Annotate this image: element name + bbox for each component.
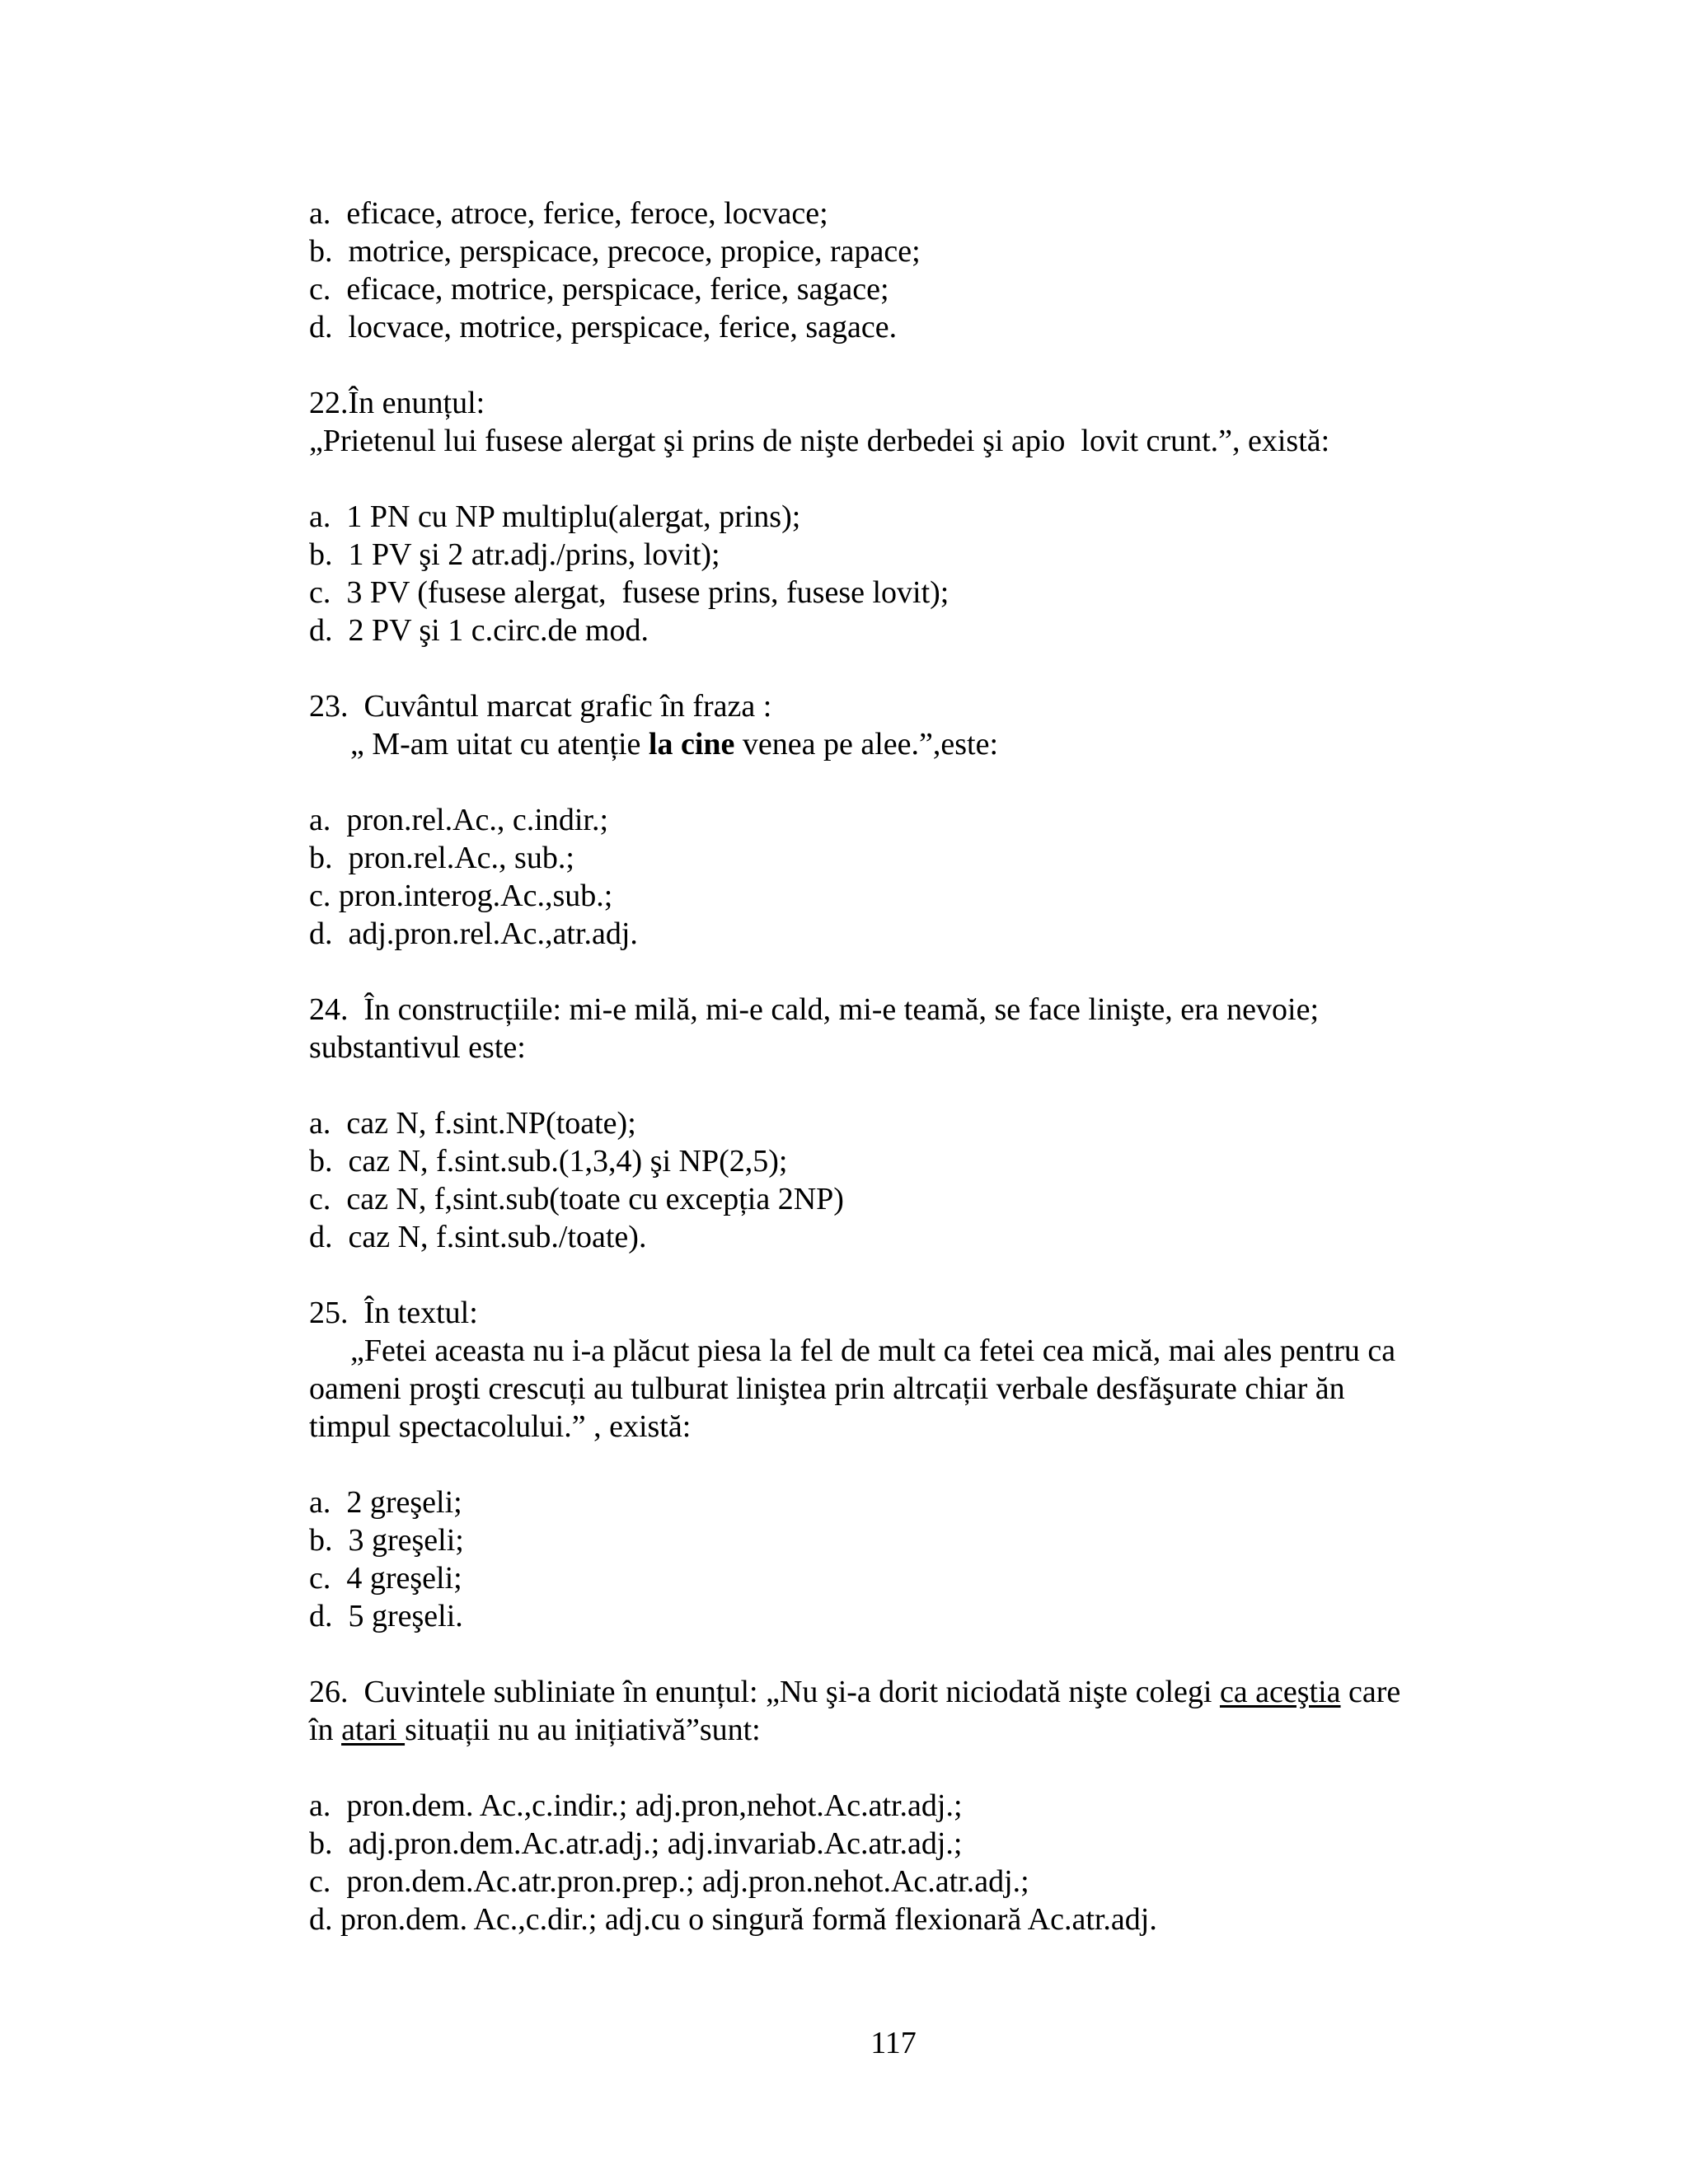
q26-line1-post: care (1340, 1675, 1401, 1709)
q22-title: 22.În enunțul: (309, 386, 485, 420)
q22-sentence: „Prietenul lui fusese alergat şi prins de nişte derbedei şi apio lovit crunt.”, există: (309, 424, 1330, 458)
q21-option-d: d. locvace, motrice, perspicace, ferice, sagace. (309, 310, 898, 344)
q22-option-a: a. 1 PN cu NP multiplu(alergat, prins); (309, 499, 801, 534)
q26-title-line-2 (309, 1711, 1463, 1749)
q25-option-c: c. 4 greşeli; (309, 1561, 462, 1596)
q24-option-b: b. caz N, f.sint.sub.(1,3,4) şi NP(2,5); (309, 1144, 788, 1179)
q26-option-c: c. pron.dem.Ac.atr.pron.prep.; adj.pron.nehot.Ac.atr.adj.; (309, 1864, 1029, 1899)
q24-title-line-2: substantivul este: (309, 1030, 526, 1065)
q26-option-d: d. pron.dem. Ac.,c.dir.; adj.cu o singură formă flexionară Ac.atr.adj. (309, 1902, 1157, 1937)
q25-text-line-2: oameni proşti crescuți au tulburat liniştea prin altrcații verbale desfăşurate chiar ăn (309, 1371, 1345, 1406)
q23-title: 23. Cuvântul marcat grafic în fraza : (309, 689, 772, 724)
q26-line2-pre: în (309, 1713, 342, 1747)
q22-option-c: c. 3 PV (fusese alergat, fusese prins, fusese lovit); (309, 575, 950, 610)
q26-underlined-1: ca aceştia (1219, 1675, 1341, 1709)
q22-options (309, 498, 1463, 649)
q23-sentence (309, 725, 1463, 763)
q23-options (309, 801, 1463, 953)
q25-options (309, 1483, 1463, 1635)
q22-option-b: b. 1 PV şi 2 atr.adj./prins, lovit); (309, 537, 720, 572)
q21-options (309, 194, 1463, 346)
q26-options (309, 1787, 1463, 1938)
q25-option-a: a. 2 greşeli; (309, 1485, 462, 1520)
q21-option-a: a. eficace, atroce, ferice, feroce, locvace; (309, 196, 828, 231)
q26-line1-pre: 26. Cuvintele subliniate în enunțul: „Nu şi-a dorit niciodată nişte colegi (309, 1675, 1220, 1709)
q25-title: 25. În textul: (309, 1296, 478, 1330)
q26-underlined-2: atari (341, 1713, 406, 1747)
q23-marked-word: la cine (648, 727, 735, 762)
q24-option-d: d. caz N, f.sint.sub./toate). (309, 1220, 647, 1254)
q23-sentence-post: venea pe alee.”,este: (734, 727, 999, 762)
q21-option-b: b. motrice, perspicace, precoce, propice, rapace; (309, 234, 921, 269)
q23-option-b: b. pron.rel.Ac., sub.; (309, 841, 574, 875)
q26-option-b: b. adj.pron.dem.Ac.atr.adj.; adj.invariab.Ac.atr.adj.; (309, 1826, 963, 1861)
q25-option-d: d. 5 greşeli. (309, 1599, 463, 1633)
q26-title-line-1 (309, 1673, 1463, 1711)
q24-option-a: a. caz N, f.sint.NP(toate); (309, 1106, 636, 1141)
page-content (309, 194, 1463, 1938)
q21-option-c: c. eficace, motrice, perspicace, ferice, sagace; (309, 272, 889, 307)
q23-option-d: d. adj.pron.rel.Ac.,atr.adj. (309, 916, 638, 951)
q25-text-line-1: „Fetei aceasta nu i-a plăcut piesa la fel de mult ca fetei cea mică, mai ales pentru ca (350, 1333, 1396, 1368)
q25-text-line-3: timpul spectacolului.” , există: (309, 1409, 692, 1444)
q24-options (309, 1104, 1463, 1256)
q25-option-b: b. 3 greşeli; (309, 1523, 464, 1558)
q23-sentence-pre: „ M-am uitat cu atenție (350, 727, 649, 762)
q22-option-d: d. 2 PV şi 1 c.circ.de mod. (309, 613, 649, 648)
q24-option-c: c. caz N, f,sint.sub(toate cu excepția 2NP) (309, 1182, 844, 1216)
q23-option-a: a. pron.rel.Ac., c.indir.; (309, 803, 609, 837)
q23-option-c: c. pron.interog.Ac.,sub.; (309, 879, 613, 913)
q26-option-a: a. pron.dem. Ac.,c.indir.; adj.pron,nehot.Ac.atr.adj.; (309, 1788, 963, 1823)
q24-title-line-1: 24. În construcțiile: mi-e milă, mi-e cald, mi-e teamă, se face linişte, era nevoie; (309, 992, 1320, 1027)
q26-line2-post: situații nu au inițiativă”sunt: (405, 1713, 761, 1747)
page-number: 117 (870, 2026, 917, 2060)
